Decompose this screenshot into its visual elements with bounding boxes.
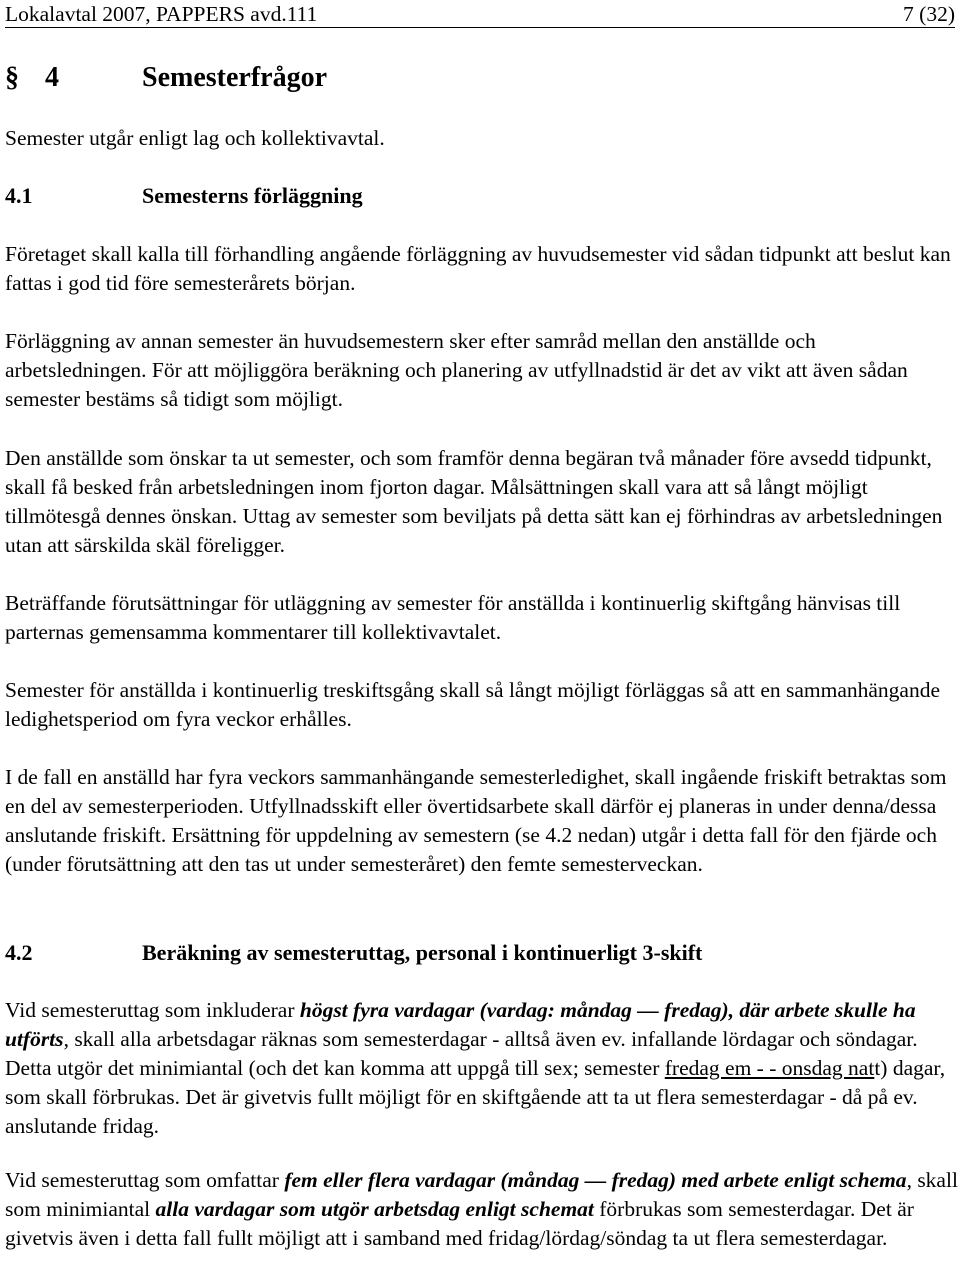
document-title: Lokalavtal 2007, PAPPERS avd.111: [5, 2, 318, 26]
text-run: Vid semesteruttag som omfattar: [5, 1168, 285, 1192]
underlined-text: fredag em - - onsdag nat: [664, 1056, 875, 1080]
paragraph: Semester för anställda i kontinuerlig treskiftsgång skall så långt möjligt förläggas så att en sammanhängande ledighetsperiod om fyra veckor erhålles.: [5, 678, 941, 731]
section-number: 4: [45, 62, 59, 93]
subsection-title: Beräkning av semesteruttag, personal i kontinuerligt 3-skift: [142, 940, 703, 965]
section-heading: [5, 60, 327, 96]
emphasis-text: fem eller flera vardagar (måndag — fredag) med arbete enligt schema: [284, 1168, 907, 1192]
paragraph: I de fall en anställd har fyra veckors sammanhängande semesterledighet, skall ingående friskift betraktas som en del av semesterperioden. Utfyllnadsskift eller övertidsarbete skall därför ej planeras in under denna/dessa anslutande friskift. Ersättning för uppdelning av semestern (se 4.2 nedan) utgår i detta fall för den fjärde och (under förutsättning att den tas ut under semesteråret) den femte semesterveckan.: [5, 765, 947, 876]
subsection-title: Semesterns förläggning: [142, 183, 363, 208]
paragraph: [5, 996, 960, 1141]
paragraph: Den anställde som önskar ta ut semester, och som framför denna begäran två månader före avsedd tidpunkt, skall få besked från arbetsledningen inom fjorton dagar. Målsättningen skall vara att så långt möjligt tillmötesgå dennes önskan. Uttag av semester som beviljats på detta sätt kan ej förhindras av arbetsledningen utan att särskilda skäl föreligger.: [5, 446, 943, 557]
text-run: Vid semesteruttag som inkluderar: [5, 998, 300, 1022]
emphasis-text: högst fyra vardagar (vardag: måndag — fredag), där arbete skulle ha utförts: [5, 998, 916, 1051]
page-number: 7 (32): [903, 2, 955, 26]
section-intro: Semester utgår enligt lag och kollektivavtal.: [5, 126, 385, 150]
section-title: Semesterfrågor: [142, 62, 328, 93]
paragraph: Förläggning av annan semester än huvudsemestern sker efter samråd mellan den anställde och arbetsledningen. För att möjliggöra beräkning och planering av utfyllnadstid är det av vikt att även sådan semester bestäms så tidigt som möjligt.: [5, 329, 908, 411]
subsection-heading-4-1: [5, 181, 363, 210]
page-header: [5, 1, 955, 28]
paragraph: Beträffande förutsättningar för utläggning av semester för anställda i kontinuerlig skiftgång hänvisas till parternas gemensamma kommentarer till kollektivavtalet.: [5, 591, 901, 644]
text-run: t) dagar, som skall förbrukas. Det är givetvis fullt möjligt för en skiftgående att ta ut flera semesterdagar - då på ev. anslutande fridag.: [5, 1056, 946, 1138]
subsection-number: 4.2: [5, 940, 33, 965]
paragraph: Företaget skall kalla till förhandling angående förläggning av huvudsemester vid sådan tidpunkt att beslut kan fattas i god tid före semesterårets början.: [5, 242, 951, 295]
text-run: , skall alla arbetsdagar räknas som semesterdagar - alltså även ev. infallande lördagar och söndagar. Detta utgör det minimiantal (och det kan komma att uppgå till sex; semester: [5, 1027, 918, 1080]
text-run: , skall som minimiantal: [5, 1168, 958, 1221]
emphasis-text: alla vardagar som utgör arbetsdag enligt schemat: [155, 1197, 594, 1221]
paragraph: [5, 1166, 960, 1253]
subsection-heading-4-2: [5, 938, 702, 967]
subsection-number: 4.1: [5, 183, 33, 208]
section-symbol: §: [5, 62, 19, 93]
text-run: förbrukas som semesterdagar. Det är givetvis även i detta fall fullt möjligt att i samband med fridag/lördag/söndag ta ut flera semesterdagar.: [5, 1197, 914, 1250]
